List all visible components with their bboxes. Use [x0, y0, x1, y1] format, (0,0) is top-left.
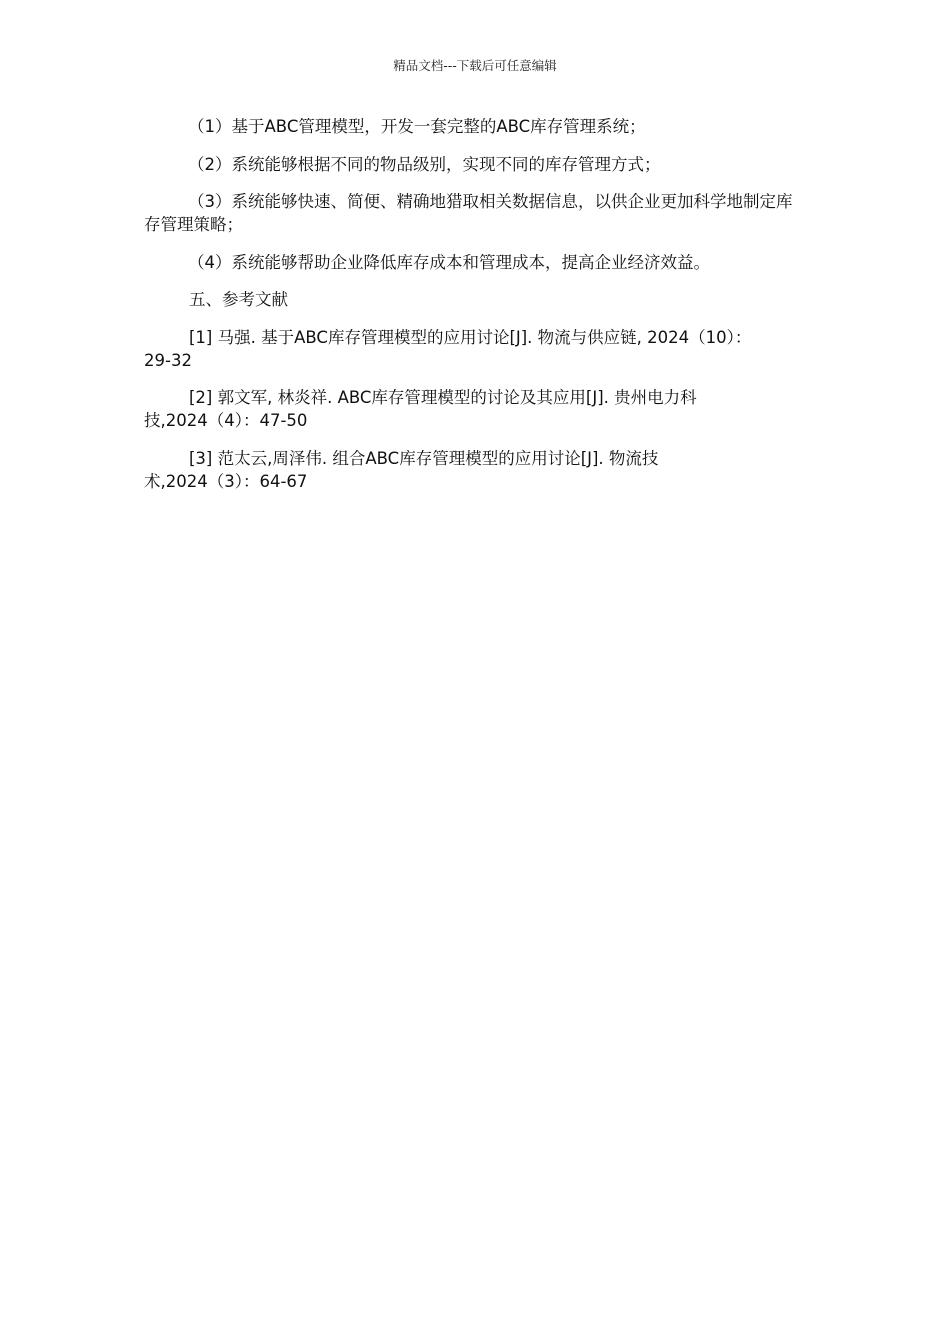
reference-3 — [144, 447, 798, 493]
list-item-2: （2）系统能够根据不同的物品级别，实现不同的库存管理方式； — [188, 154, 661, 174]
page-header: 精品文档---下载后可任意编辑 — [393, 58, 557, 73]
reference-1-line-2: 29-32 — [144, 350, 192, 370]
document-body — [144, 115, 798, 507]
list-item-4: （4）系统能够帮助企业降低库存成本和管理成本，提高企业经济效益。 — [188, 252, 710, 272]
reference-3-line-1: [3] 范太云,周泽伟. 组合ABC库存管理模型的应用讨论[J]. 物流技 — [189, 448, 659, 468]
reference-1-line-1: [1] 马强. 基于ABC库存管理模型的应用讨论[J]. 物流与供应链, 2024（10）： — [189, 327, 752, 347]
reference-2-line-2: 技,2024（4）：47-50 — [144, 411, 308, 430]
reference-3-line-2: 术,2024（3）：64-67 — [144, 471, 308, 491]
reference-2-line-1: [2] 郭文军, 林炎祥. ABC库存管理模型的讨论及其应用[J]. 贵州电力科 — [189, 388, 697, 407]
list-item-3: （3）系统能够快速、简便、精确地猎取相关数据信息，以供企业更加科学地制定库存管理策略； — [144, 192, 793, 234]
reference-1 — [144, 326, 798, 372]
list-item-1: （1）基于ABC管理模型，开发一套完整的ABC库存管理系统； — [188, 117, 646, 136]
reference-2 — [144, 386, 798, 432]
section-title-references: 五、参考文献 — [189, 290, 288, 309]
